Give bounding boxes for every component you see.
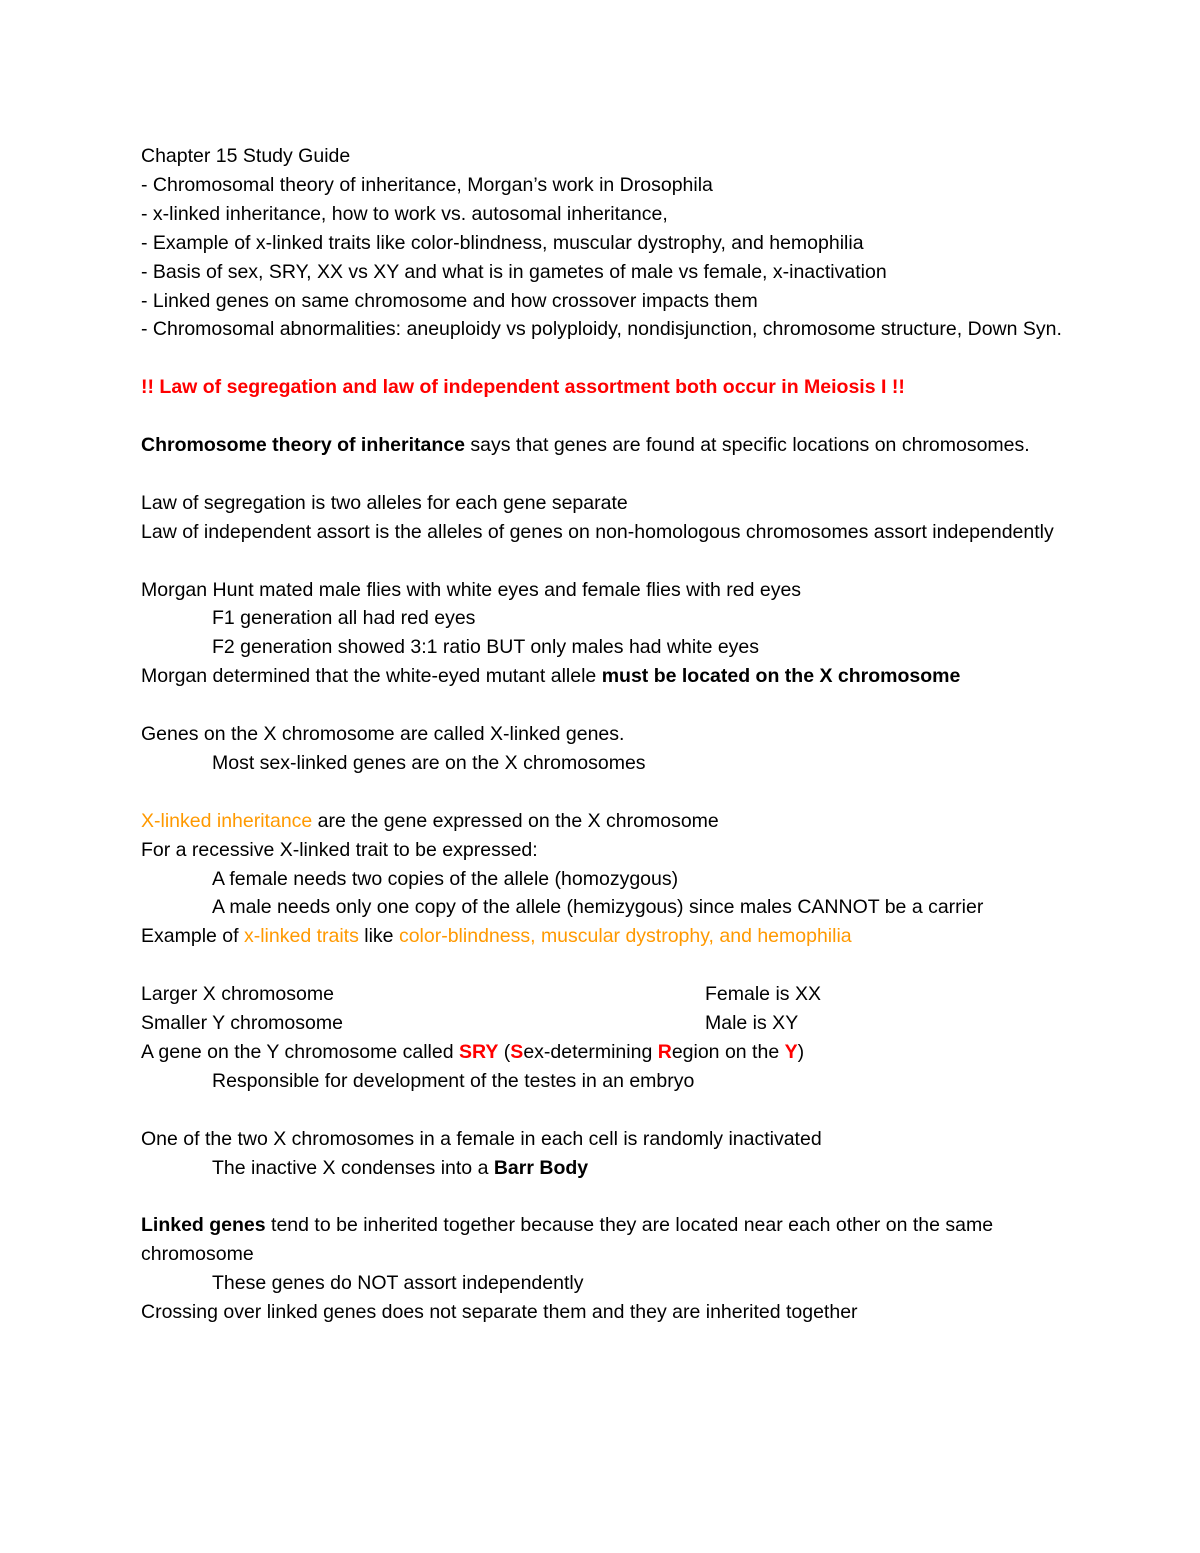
morgan-experiment: Morgan Hunt mated male flies with white eyes and female flies with red eyes — [141, 578, 802, 601]
morgan-f2: F2 generation showed 3:1 ratio BUT only males had white eyes — [212, 636, 760, 659]
sry-gene-line: A gene on the Y chromosome called SRY (Sex-determining Region on the Y) — [141, 1040, 805, 1063]
x-linked-inheritance-term: X-linked inheritance — [141, 809, 313, 832]
recessive-trait-heading: For a recessive X-linked trait to be expressed: — [141, 838, 538, 861]
sex-linked-note: Most sex-linked genes are on the X chromosomes — [212, 751, 646, 774]
barr-body-line: The inactive X condenses into a Barr Body — [212, 1156, 589, 1179]
chromosome-theory-paragraph: Chromosome theory of inheritance says that genes are found at specific locations on chromosomes. — [141, 434, 1030, 457]
linked-genes-term: Linked genes — [141, 1214, 266, 1237]
x-linked-inheritance: X-linked inheritance are the gene expressed on the X chromosome — [141, 809, 719, 832]
topic-item: - Example of x-linked traits like color-blindness, muscular dystrophy, and hemophilia — [141, 231, 864, 254]
larger-x-label: Larger X chromosome — [141, 983, 334, 1006]
topic-item: - x-linked inheritance, how to work vs. autosomal inheritance, — [141, 202, 668, 225]
page-title: Chapter 15 Study Guide — [141, 145, 351, 167]
male-xy-label: Male is XY — [705, 1012, 799, 1035]
x-inactivation: One of the two X chromosomes in a female in each cell is randomly inactivated — [141, 1127, 822, 1150]
morgan-conclusion: Morgan determined that the white-eyed mutant allele must be located on the X chromosome — [141, 665, 961, 688]
x-linked-genes-definition: Genes on the X chromosome are called X-linked genes. — [141, 723, 625, 746]
topic-item: - Chromosomal abnormalities: aneuploidy vs polyploidy, nondisjunction, chromosome structure, Down Syn. — [141, 318, 1062, 341]
sry-term: SRY — [459, 1040, 499, 1063]
chromosome-theory-term: Chromosome theory of inheritance — [141, 434, 465, 457]
smaller-y-label: Smaller Y chromosome — [141, 1012, 343, 1035]
female-requirement: A female needs two copies of the allele (homozygous) — [212, 867, 679, 890]
law-independent-assortment: Law of independent assort is the alleles of genes on non-homologous chromosomes assort independently — [141, 520, 1054, 543]
linked-genes-note: These genes do NOT assort independently — [212, 1272, 584, 1295]
female-xx-label: Female is XX — [705, 983, 821, 1006]
crossing-over-line: Crossing over linked genes does not separate them and they are inherited together — [141, 1301, 858, 1324]
sex-chromosome-row — [141, 980, 1080, 1009]
barr-body-term: Barr Body — [493, 1156, 589, 1179]
topic-item: - Chromosomal theory of inheritance, Morgan’s work in Drosophila — [141, 173, 713, 196]
linked-genes-paragraph: Linked genes tend to be inherited together because they are located near each other on the same chromosome — [141, 1214, 994, 1266]
x-linked-traits-example: Example of x-linked traits like color-blindness, muscular dystrophy, and hemophilia — [141, 925, 852, 948]
meiosis-alert: !! Law of segregation and law of independent assortment both occur in Meiosis I !! — [141, 376, 905, 399]
topic-item: - Basis of sex, SRY, XX vs XY and what is in gametes of male vs female, x-inactivation — [141, 260, 887, 283]
male-requirement: A male needs only one copy of the allele (hemizygous) since males CANNOT be a carrier — [212, 896, 984, 919]
sex-chromosome-row — [141, 1009, 1080, 1038]
law-segregation: Law of segregation is two alleles for each gene separate — [141, 491, 628, 514]
testes-note: Responsible for development of the testes in an embryo — [212, 1069, 695, 1092]
topic-item: - Linked genes on same chromosome and how crossover impacts them — [141, 289, 758, 312]
morgan-f1: F1 generation all had red eyes — [212, 607, 476, 630]
